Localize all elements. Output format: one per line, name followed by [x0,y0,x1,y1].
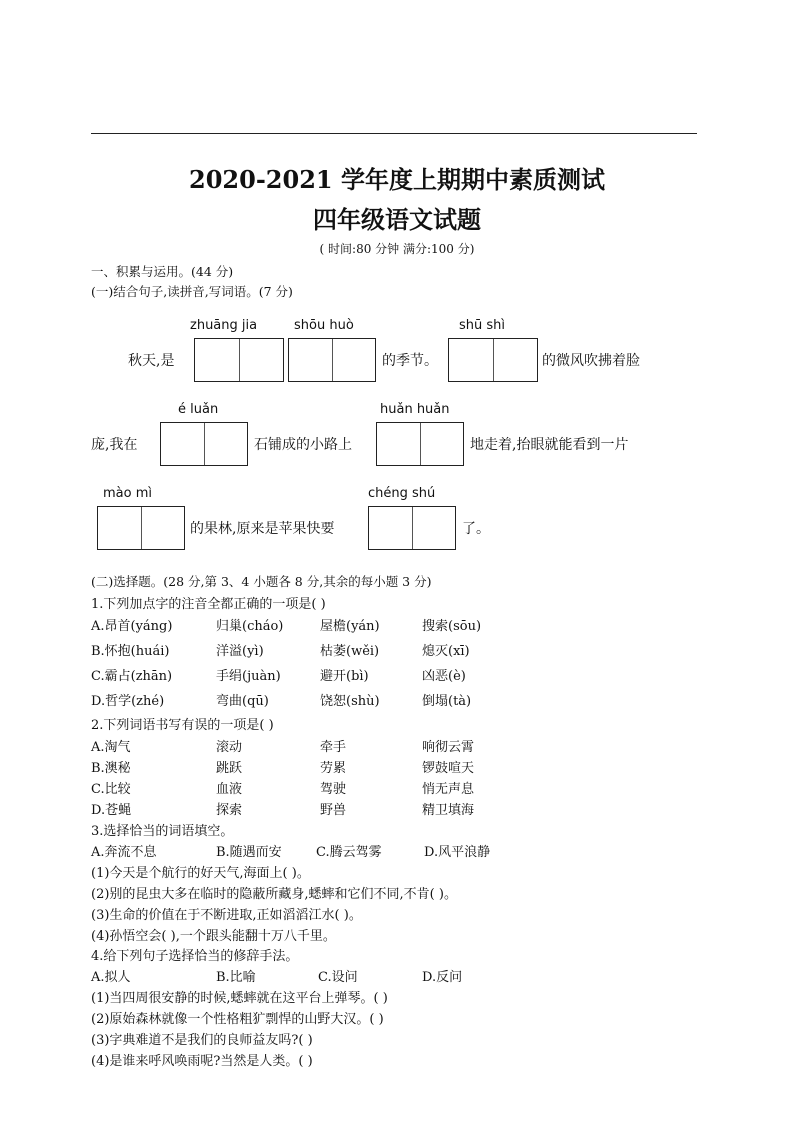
row3-text2: 了。 [462,521,490,537]
q2-row-d-col4: 精卫填海 [422,803,475,818]
q3-item-4: (4)孙悟空会( ),一个跟头能翻十万八千里。 [91,929,336,944]
pinyin-maomi: mào mì [103,486,152,501]
answer-box-chengshu[interactable] [368,506,456,550]
q1-row-d-col2: 弯曲(qū) [216,694,269,709]
q3-option-a: A.奔流不息 [91,845,157,860]
q1-row-d-col1: D.哲学(zhé) [91,694,165,709]
q1-row-b-col2: 洋溢(yì) [216,644,264,659]
q2-row-b-col3: 劳累 [320,761,347,776]
q1-row-b-col4: 熄灭(xī) [422,644,470,659]
q2-row-a-col4: 响彻云霄 [422,740,475,755]
q1-row-a-col3: 屋檐(yán) [320,619,380,634]
answer-box-zhuangjia[interactable] [194,338,284,382]
q3-stem: 3.选择恰当的词语填空。 [91,824,234,839]
q2-row-d-col2: 探索 [216,803,243,818]
q2-row-b-col2: 跳跃 [216,761,243,776]
q1-row-a-col4: 搜索(sōu) [422,619,482,634]
q2-row-a-col1: A.淘气 [91,740,131,755]
pinyin-eluan: é luǎn [178,402,219,417]
pinyin-shushi: shū shì [459,318,506,333]
q2-row-a-col3: 牵手 [320,740,347,755]
answer-box-huanhuan[interactable] [376,422,464,466]
pinyin-zhuangjia: zhuāng jia [190,318,258,333]
q4-item-2: (2)原始森林就像一个性格粗犷剽悍的山野大汉。( ) [91,1012,384,1027]
q1-row-d-col3: 饶恕(shù) [320,694,380,709]
part2-heading: (二)选择题。(28 分,第 3、4 小题各 8 分,其余的每小题 3 分) [91,574,432,589]
q4-item-1: (1)当四周很安静的时候,蟋蟀就在这平台上弹琴。( ) [91,991,388,1006]
q4-stem: 4.给下列句子选择恰当的修辞手法。 [91,949,299,964]
q2-row-a-col2: 滚动 [216,740,243,755]
q2-row-d-col3: 野兽 [320,803,347,818]
q2-row-d-col1: D.苍蝇 [91,803,132,818]
q1-row-a-col2: 归巢(cháo) [216,619,284,634]
q2-row-b-col1: B.澳秘 [91,761,131,776]
q3-item-1: (1)今天是个航行的好天气,海面上( )。 [91,866,310,881]
exam-title: 2020-2021 学年度上期期中素质测试 [189,165,605,194]
exam-meta: ( 时间:80 分钟 满分:100 分) [319,242,475,256]
row1-text3: 的微风吹拂着脸 [542,353,640,369]
pinyin-huanhuan: huǎn huǎn [380,402,450,417]
row1-text1: 秋天,是 [128,353,175,369]
row2-text1: 庞,我在 [91,437,138,453]
q4-item-3: (3)字典难道不是我们的良师益友吗?( ) [91,1033,313,1048]
q3-option-c: C.腾云驾雾 [316,845,382,860]
q4-option-d: D.反问 [422,970,463,985]
q1-row-c-col3: 避开(bì) [320,669,369,684]
answer-box-shushi[interactable] [448,338,538,382]
answer-box-shouhuo[interactable] [288,338,376,382]
q4-option-c: C.设问 [318,970,358,985]
exam-subtitle: 四年级语文试题 [313,205,481,234]
q1-row-c-col4: 凶恶(è) [422,669,466,684]
answer-box-maomi[interactable] [97,506,185,550]
q3-item-2: (2)别的昆虫大多在临时的隐蔽所藏身,蟋蟀和它们不同,不肯( )。 [91,887,457,902]
q3-item-3: (3)生命的价值在于不断进取,正如滔滔江水( )。 [91,908,362,923]
q4-option-a: A.拟人 [91,970,131,985]
pinyin-shouhuo: shōu huò [294,318,354,333]
part1-heading: 一、积累与运用。(44 分) [91,264,234,279]
q2-row-c-col1: C.比较 [91,782,131,797]
answer-box-eluan[interactable] [160,422,248,466]
header-rule [91,133,697,134]
q1-row-c-col1: C.霸占(zhān) [91,669,173,684]
q3-option-b: B.随遇而安 [216,845,282,860]
q4-item-4: (4)是谁来呼风唤雨呢?当然是人类。( ) [91,1054,313,1069]
q2-stem: 2.下列词语书写有误的一项是( ) [91,718,274,733]
q2-row-c-col4: 悄无声息 [422,782,475,797]
row2-text2: 石铺成的小路上 [254,437,352,453]
row1-text2: 的季节。 [382,353,438,369]
q4-option-b: B.比喻 [216,970,256,985]
q1-row-a-col1: A.昂首(yáng) [91,619,173,634]
row3-text1: 的果林,原来是苹果快要 [190,521,335,537]
q1-row-b-col1: B.怀抱(huái) [91,644,170,659]
q1-row-b-col3: 枯萎(wěi) [320,644,380,659]
q1-stem: 1.下列加点字的注音全都正确的一项是( ) [91,597,326,612]
pinyin-chengshu: chéng shú [368,486,436,501]
q1-row-c-col2: 手绢(juàn) [216,669,281,684]
row2-text3: 地走着,抬眼就能看到一片 [470,437,629,453]
q3-option-d: D.风平浪静 [424,845,491,860]
q2-row-b-col4: 锣鼓喧天 [422,761,475,776]
q1-row-d-col4: 倒塌(tà) [422,694,472,709]
part1-sub1-heading: (一)结合句子,读拼音,写词语。(7 分) [91,284,293,299]
q2-row-c-col2: 血液 [216,782,243,797]
q2-row-c-col3: 驾驶 [320,782,347,797]
